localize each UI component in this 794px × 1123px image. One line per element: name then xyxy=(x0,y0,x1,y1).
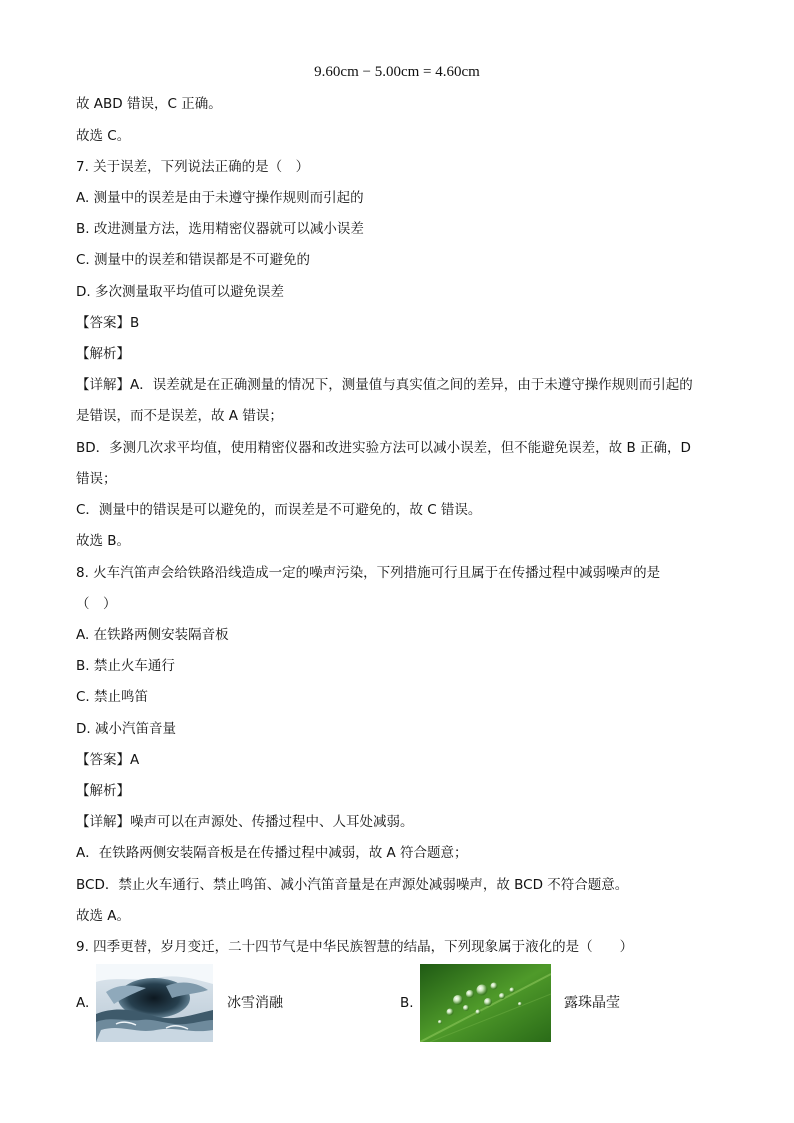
q7-detail: C．测量中的错误是可以避免的，而误差是不可避免的，故 C 错误。 xyxy=(76,502,482,518)
q7-option-b: B. 改进测量方法，选用精密仪器就可以减小误差 xyxy=(76,221,364,237)
question-9-stem: 9. 四季更替，岁月变迁，二十四节气是中华民族智慧的结晶，下列现象属于液化的是（ ） xyxy=(76,939,634,955)
q7-conclusion: 故选 B。 xyxy=(76,533,131,549)
question-8-stem: 8. 火车汽笛声会给铁路沿线造成一定的噪声污染，下列措施可行且属于在传播过程中减弱噪声的是 xyxy=(76,565,661,581)
q8-detail: 【详解】噪声可以在声源处、传播过程中、人耳处减弱。 xyxy=(76,814,414,830)
text-line: 故选 C。 xyxy=(76,128,131,144)
q9-option-a-caption: 冰雪消融 xyxy=(227,995,283,1011)
dew-drops-photo xyxy=(420,964,551,1042)
q9-option-b-letter: B. xyxy=(400,995,414,1011)
q8-option-a: A. 在铁路两侧安装隔音板 xyxy=(76,627,229,643)
text-line: 故 ABD 错误，C 正确。 xyxy=(76,96,222,112)
q7-detail: 错误； xyxy=(76,471,117,487)
q7-option-c: C. 测量中的误差和错误都是不可避免的 xyxy=(76,252,311,268)
question-7-stem: 7. 关于误差，下列说法正确的是（ ） xyxy=(76,159,310,175)
q7-option-d: D. 多次测量取平均值可以避免误差 xyxy=(76,284,284,300)
q7-answer: 【答案】B xyxy=(76,315,140,331)
q7-detail: BD．多测几次求平均值，使用精密仪器和改进实验方法可以减小误差，但不能避免误差，故 B 正确，D xyxy=(76,440,691,456)
q8-answer: 【答案】A xyxy=(76,752,140,768)
q8-detail: A．在铁路两侧安装隔音板是在传播过程中减弱，故 A 符合题意； xyxy=(76,845,468,861)
q8-analysis-heading: 【解析】 xyxy=(76,783,130,799)
question-8-stem: （ ） xyxy=(76,596,117,612)
q7-detail: 是错误，而不是误差，故 A 错误； xyxy=(76,408,283,424)
q9-option-b-caption: 露珠晶莹 xyxy=(564,995,620,1011)
q8-detail: BCD．禁止火车通行、禁止鸣笛、减小汽笛音量是在声源处减弱噪声，故 BCD 不符合题意。 xyxy=(76,877,629,893)
formula-line: 9.60cm − 5.00cm = 4.60cm xyxy=(314,64,480,80)
q7-detail: 【详解】A．误差就是在正确测量的情况下，测量值与真实值之间的差异，由于未遵守操作规则而引起的 xyxy=(76,377,693,393)
q7-option-a: A. 测量中的误差是由于未遵守操作规则而引起的 xyxy=(76,190,364,206)
q8-option-d: D. 减小汽笛音量 xyxy=(76,721,176,737)
q8-option-b: B. 禁止火车通行 xyxy=(76,658,175,674)
q8-option-c: C. 禁止鸣笛 xyxy=(76,689,149,705)
q8-conclusion: 故选 A。 xyxy=(76,908,131,924)
q9-option-a-letter: A. xyxy=(76,995,90,1011)
q7-analysis-heading: 【解析】 xyxy=(76,346,130,362)
melting-ice-photo xyxy=(96,964,213,1042)
